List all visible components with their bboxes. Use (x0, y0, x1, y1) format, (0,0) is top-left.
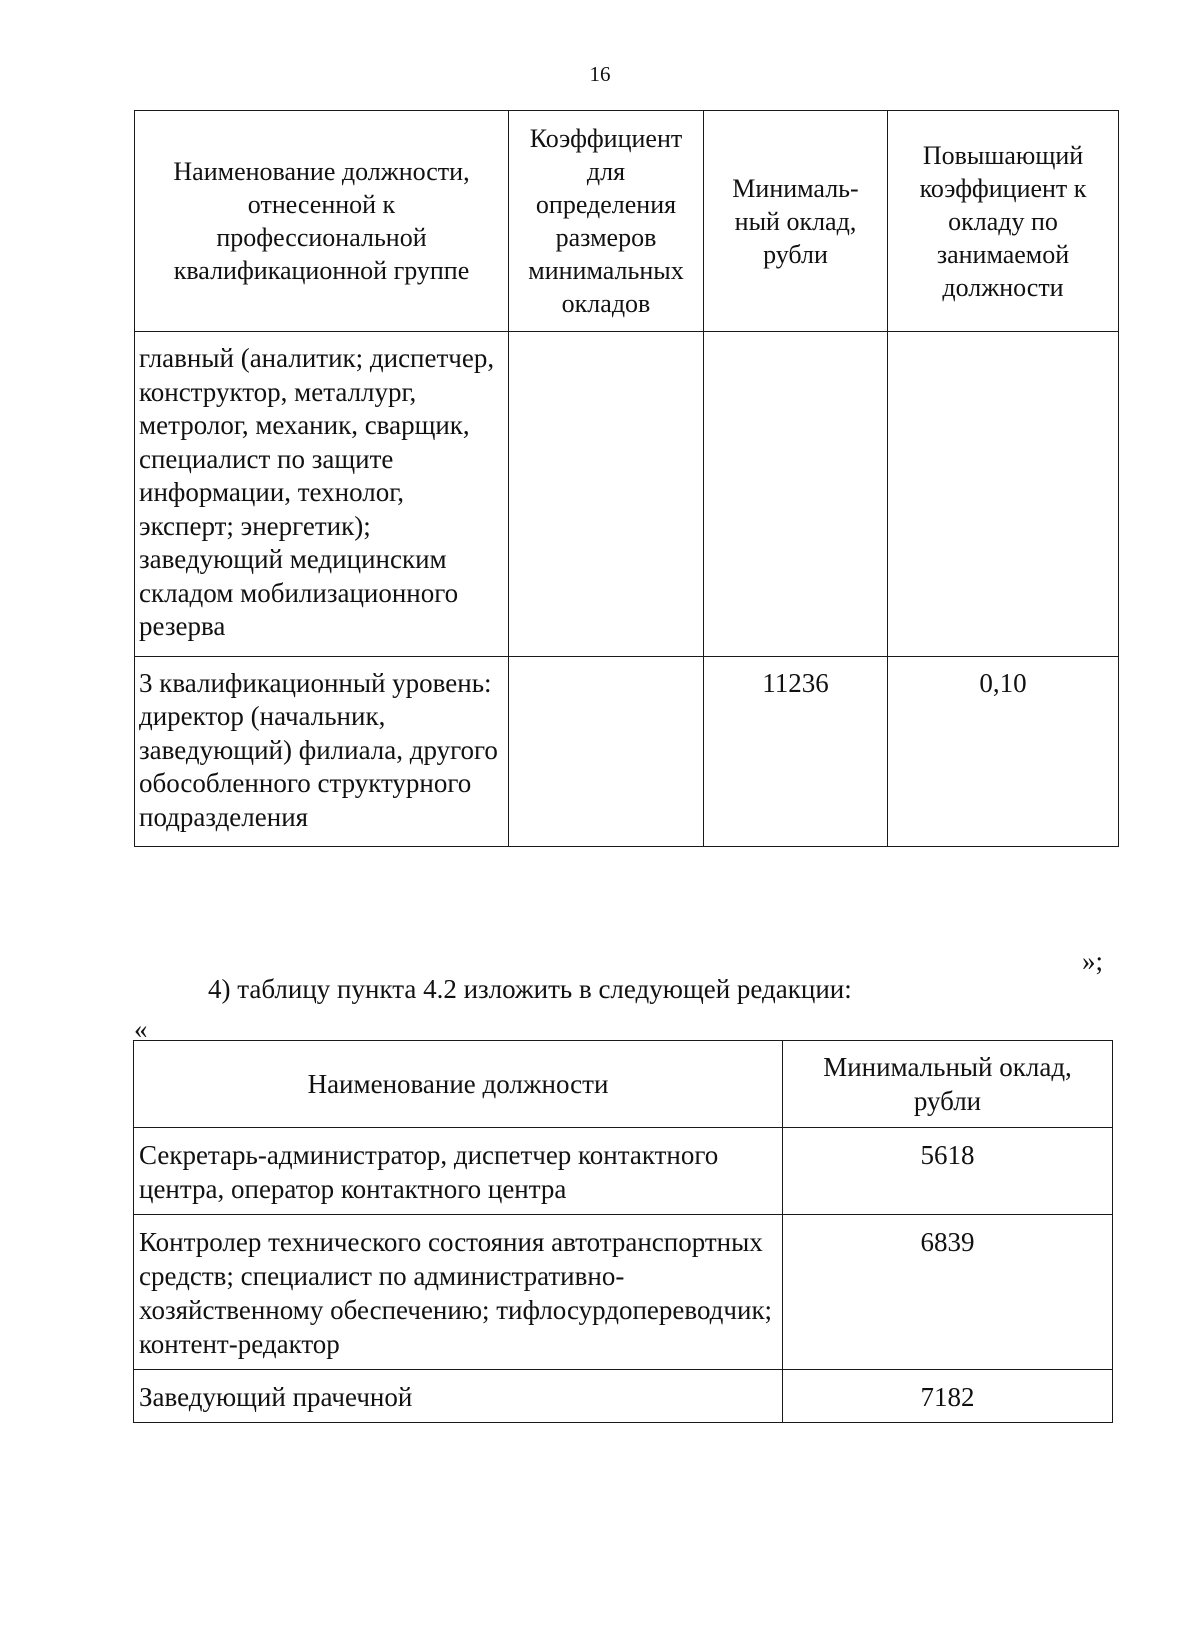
closing-quote: »; (1082, 946, 1104, 976)
header-position-name: Наименование должности (134, 1041, 783, 1128)
min-salary-cell: 6839 (783, 1215, 1113, 1370)
min-salary-cell: 5618 (783, 1128, 1113, 1215)
header-position-name: Наименование должности, отнесенной к профессиональной квалификационной группе (135, 111, 509, 332)
position-name-cell: 3 квалификационный уровень: директор (начальник, заведующий) филиала, другого обособленного структурного подразделения (135, 656, 509, 847)
header-coefficient: Коэффициент для определения размеров минимальных окладов (509, 111, 704, 332)
header-min-salary: Минимальный оклад, рубли (783, 1041, 1113, 1128)
table-row (134, 1370, 1113, 1423)
position-name-cell: главный (аналитик; диспетчер, конструктор, металлург, метролог, механик, сварщик, специалист по защите информации, технолог, эксперт; энергетик); заведующий медицинским складом мобилизационного резерва (135, 332, 509, 657)
salary-table-4-2 (133, 1040, 1113, 1423)
coefficient-cell (509, 332, 704, 657)
header-min-salary: Минималь-ный оклад, рубли (704, 111, 888, 332)
position-name-cell: Контролер технического состояния автотранспортных средств; специалист по административно-хозяйственному обеспечению; тифлосурдопереводчик; контент-редактор (134, 1215, 783, 1370)
page-number: 16 (589, 62, 611, 86)
table-header-row (134, 1041, 1113, 1128)
table-header-row (135, 111, 1119, 332)
header-raise-coefficient: Повышающий коэффициент к окладу по занимаемой должности (888, 111, 1119, 332)
table-row (134, 1215, 1113, 1370)
salary-table-continued (134, 110, 1119, 847)
raise-coefficient-cell (888, 332, 1119, 657)
min-salary-cell: 7182 (783, 1370, 1113, 1423)
min-salary-cell: 11236 (704, 656, 888, 847)
table-row (135, 332, 1119, 657)
table-row (134, 1128, 1113, 1215)
raise-coefficient-cell: 0,10 (888, 656, 1119, 847)
coefficient-cell (509, 656, 704, 847)
min-salary-cell (704, 332, 888, 657)
position-name-cell: Секретарь-администратор, диспетчер контактного центра, оператор контактного центра (134, 1128, 783, 1215)
instruction-text: 4) таблицу пункта 4.2 изложить в следующей редакции: (208, 974, 852, 1004)
opening-quote: « (134, 1014, 148, 1044)
position-name-cell: Заведующий прачечной (134, 1370, 783, 1423)
table-row (135, 656, 1119, 847)
